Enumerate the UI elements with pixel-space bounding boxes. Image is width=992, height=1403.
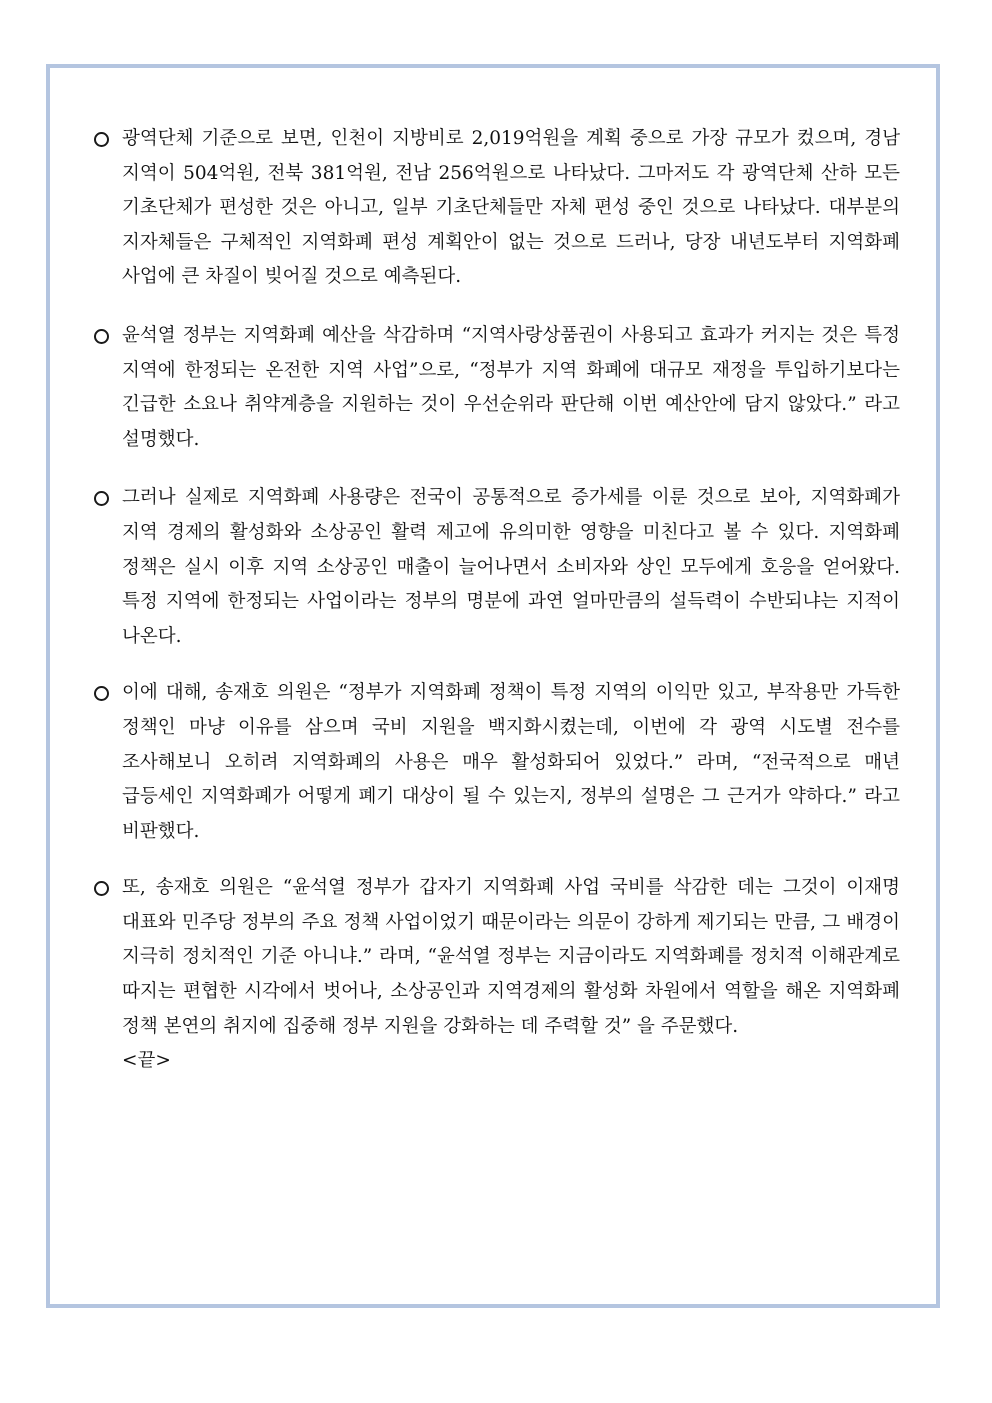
- circle-bullet-icon: [94, 686, 109, 701]
- circle-bullet-icon: [94, 132, 109, 147]
- paragraph-1: [92, 122, 900, 295]
- circle-bullet-icon: [94, 329, 109, 344]
- paragraph-text: 윤석열 정부는 지역화폐 예산을 삭감하며 “지역사랑상품권이 사용되고 효과가 커지는 것은 특정 지역에 한정되는 온전한 지역 사업”으로, “정부가 지역 화폐에 대규모 재정을 투입하기보다는 긴급한 소요나 취약계층을 지원하는 것이 우선순위라 판단해 이번 예산안에 담지 않았다.” 라고 설명했다.: [122, 324, 900, 450]
- paragraph-text: 또, 송재호 의원은 “윤석열 정부가 갑자기 지역화폐 사업 국비를 삭감한 데는 그것이 이재명 대표와 민주당 정부의 주요 정책 사업이었기 때문이라는 의문이 강하게 제기되는 만큼, 그 배경이 지극히 정치적인 기준 아니냐.” 라며, “윤석열 정부는 지금이라도 지역화폐를 정치적 이해관계로 따지는 편협한 시각에서 벗어나, 소상공인과 지역경제의 활성화 차원에서 역할을 해온 지역화폐 정책 본연의 취지에 집중해 정부 지원을 강화하는 데 주력할 것” 을 주문했다.: [122, 877, 900, 1037]
- paragraph-text: 광역단체 기준으로 보면, 인천이 지방비로 2,019억원을 계획 중으로 가장 규모가 컸으며, 경남 지역이 504억원, 전북 381억원, 전남 256억원으로 나타났다. 그마저도 각 광역단체 산하 모든 기초단체가 편성한 것은 아니고, 일부 기초단체들만 자체 편성 중인 것으로 나타났다. 대부분의 지자체들은 구체적인 지역화폐 편성 계획안이 없는 것으로 드러나, 당장 내년도부터 지역화폐 사업에 큰 차질이 빚어질 것으로 예측된다.: [122, 128, 900, 288]
- paragraph-2: [92, 319, 900, 457]
- paragraph-4: [92, 676, 900, 849]
- paragraph-5: [92, 871, 900, 1044]
- end-mark: <끝>: [122, 1050, 171, 1072]
- paragraph-3: [92, 481, 900, 654]
- paragraph-text: 이에 대해, 송재호 의원은 “정부가 지역화폐 정책이 특정 지역의 이익만 있고, 부작용만 가득한 정책인 마냥 이유를 삼으며 국비 지원을 백지화시켰는데, 이번에 각 광역 시도별 전수를 조사해보니 오히려 지역화폐의 사용은 매우 활성화되어 있었다.” 라며, “전국적으로 매년 급등세인 지역화폐가 어떻게 폐기 대상이 될 수 있는지, 정부의 설명은 그 근거가 약하다.” 라고 비판했다.: [122, 682, 900, 842]
- circle-bullet-icon: [94, 881, 109, 896]
- paragraph-text: 그러나 실제로 지역화폐 사용량은 전국이 공통적으로 증가세를 이룬 것으로 보아, 지역화폐가 지역 경제의 활성화와 소상공인 활력 제고에 유의미한 영향을 미친다고 볼 수 있다. 지역화폐 정책은 실시 이후 지역 소상공인 매출이 늘어나면서 소비자와 상인 모두에게 호응을 얻어왔다. 특정 지역에 한정되는 사업이라는 정부의 명분에 과연 얼마만큼의 설득력이 수반되냐는 지적이 나온다.: [122, 487, 900, 647]
- circle-bullet-icon: [94, 491, 109, 506]
- document-body: [92, 122, 900, 1078]
